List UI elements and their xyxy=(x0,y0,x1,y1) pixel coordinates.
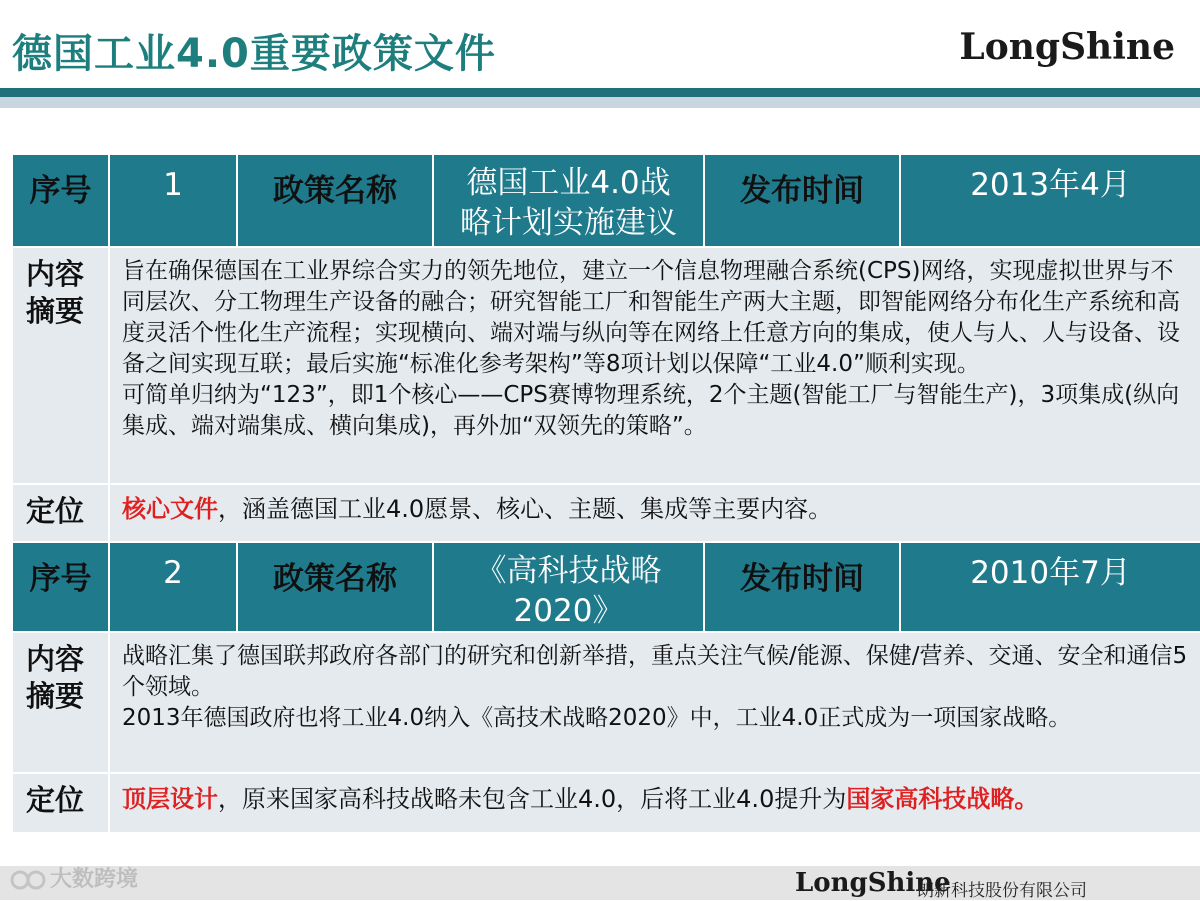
watermark-icon xyxy=(10,867,50,893)
header-divider-dark xyxy=(0,88,1200,97)
summary-paragraph-2: 可简单归纳为“123”，即1个核心——CPS赛博物理系统，2个主题(智能工厂与智能生产)，3项集成(纵向集成、端对端集成、横向集成)，再外加“双领先的策略”。 xyxy=(122,382,1180,439)
name-line-1: 德国工业4.0战 xyxy=(466,165,671,201)
position-text: 核心文件，涵盖德国工业4.0愿景、核心、主题、集成等主要内容。 xyxy=(122,495,833,523)
name-line-1: 《高科技战略 xyxy=(475,553,662,589)
name-value xyxy=(434,543,705,631)
footer-company-name: 朗新科技股份有限公司 xyxy=(917,881,1087,901)
position-highlight-2: 国家高科技战略。 xyxy=(846,785,1039,813)
date-label: 发布时间 xyxy=(705,543,901,631)
name-value xyxy=(434,155,705,246)
name-label: 政策名称 xyxy=(238,543,434,631)
position-label: 定位 xyxy=(13,485,110,541)
summary-paragraph-1: 战略汇集了德国联邦政府各部门的研究和创新举措，重点关注气候/能源、保健/营养、交通、安全和通信5个领域。 xyxy=(122,643,1188,700)
no-label: 序号 xyxy=(13,155,110,246)
summary-paragraph-1: 旨在确保德国在工业界综合实力的领先地位，建立一个信息物理融合系统(CPS)网络，实现虚拟世界与不同层次、分工物理生产设备的融合；研究智能工厂和智能生产两大主题，即智能网络分布化生产系统和高度灵活个性化生产流程；实现横向、端对端与纵向等在网络上任意方向的集成，使人与人、人与设备、设备之间实现互联；最后实施“标准化参考架构”等8项计划以保障“工业4.0”顺利实现。 xyxy=(122,258,1180,377)
name-line-2: 2020》 xyxy=(513,593,624,629)
summary-paragraph-2: 2013年德国政府也将工业4.0纳入《高技术战略2020》中，工业4.0正式成为一项国家战略。 xyxy=(122,705,1072,731)
summary-text xyxy=(110,633,1200,772)
name-label: 政策名称 xyxy=(238,155,434,246)
summary-label: 内容 摘要 xyxy=(13,633,110,772)
summary-text xyxy=(110,248,1200,483)
date-label: 发布时间 xyxy=(705,155,901,246)
position-label: 定位 xyxy=(13,774,110,832)
footer-logo: LongShine xyxy=(795,868,951,898)
policy-1-position-row xyxy=(13,485,1200,543)
no-label: 序号 xyxy=(13,543,110,631)
logo-part-2: g xyxy=(1034,26,1061,68)
position-highlight: 核心文件 xyxy=(122,495,218,523)
header-divider-light xyxy=(0,97,1200,108)
summary-label: 内容 摘要 xyxy=(13,248,110,483)
policy-table xyxy=(13,155,1200,834)
policy-1-summary-row xyxy=(13,248,1200,485)
name-line-2: 略计划实施建议 xyxy=(460,205,677,241)
position-highlight: 顶层设计 xyxy=(122,785,218,813)
position-text: 顶层设计，原来国家高科技战略未包含工业4.0，后将工业4.0提升为国家高科技战略。 xyxy=(122,785,1039,813)
watermark-text: 大数跨境 xyxy=(50,867,139,892)
page-title: 德国工业4.0重要政策文件 xyxy=(12,31,496,77)
longshine-logo xyxy=(959,26,1175,68)
policy-2-header-row xyxy=(13,543,1200,633)
no-value: 1 xyxy=(110,155,238,246)
policy-1-header-row xyxy=(13,155,1200,248)
policy-2-position-row xyxy=(13,774,1200,834)
date-value: 2013年4月 xyxy=(970,167,1131,203)
watermark xyxy=(10,862,138,893)
date-value: 2010年7月 xyxy=(970,555,1131,591)
logo-part-3: Shine xyxy=(1060,26,1175,68)
policy-2-summary-row xyxy=(13,633,1200,774)
logo-part-1: Lon xyxy=(959,26,1035,68)
no-value: 2 xyxy=(110,543,238,631)
